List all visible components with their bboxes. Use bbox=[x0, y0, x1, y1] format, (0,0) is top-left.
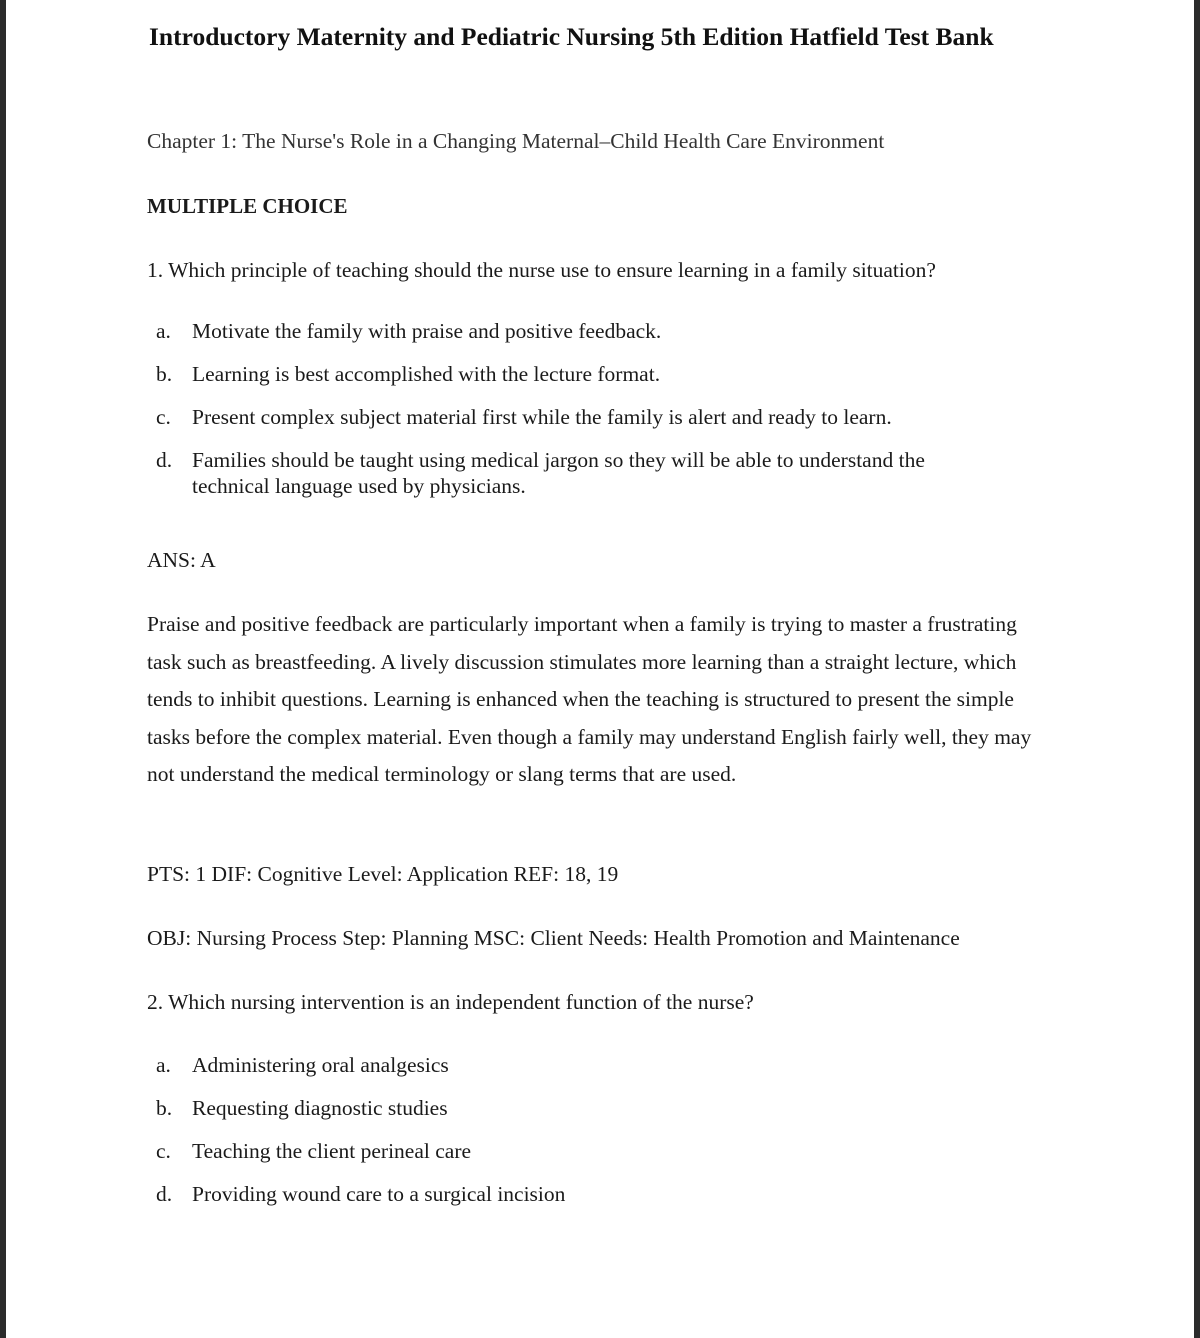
option-letter: a. bbox=[156, 1053, 171, 1077]
option-letter: b. bbox=[156, 1096, 173, 1120]
option-text: Providing wound care to a surgical incision bbox=[192, 1182, 566, 1206]
question-2-options bbox=[154, 1052, 952, 1224]
question-1-option-c bbox=[154, 404, 952, 430]
option-letter: b. bbox=[156, 362, 173, 386]
question-1-pts-line: PTS: 1 DIF: Cognitive Level: Application REF: 18, 19 bbox=[147, 862, 619, 886]
option-text: Families should be taught using medical jargon so they will be able to understand the technical language used by physicians. bbox=[192, 448, 925, 498]
section-heading: MULTIPLE CHOICE bbox=[147, 194, 348, 218]
question-2-option-d bbox=[154, 1181, 952, 1207]
option-letter: a. bbox=[156, 319, 171, 343]
question-2-text: 2. Which nursing intervention is an independent function of the nurse? bbox=[147, 990, 754, 1014]
option-letter: c. bbox=[156, 1139, 171, 1163]
option-text: Requesting diagnostic studies bbox=[192, 1096, 448, 1120]
question-1-option-a bbox=[154, 318, 952, 344]
question-2-option-b bbox=[154, 1095, 952, 1121]
option-text: Motivate the family with praise and positive feedback. bbox=[192, 319, 662, 343]
option-text: Present complex subject material first while the family is alert and ready to learn. bbox=[192, 405, 892, 429]
question-1-rationale: Praise and positive feedback are particularly important when a family is trying to master a frustrating task such as breastfeeding. A lively discussion stimulates more learning than a straight lecture, which tends to inhibit questions. Learning is enhanced when the teaching is structured to present the simple tasks before the complex material. Even though a family may understand English fairly well, they may not understand the medical terminology or slang terms that are used. bbox=[147, 612, 1032, 786]
question-1-answer: ANS: A bbox=[147, 548, 216, 572]
question-2-option-c bbox=[154, 1138, 952, 1164]
question-1-option-d bbox=[154, 447, 952, 499]
option-letter: d. bbox=[156, 448, 173, 472]
question-1-obj-line: OBJ: Nursing Process Step: Planning MSC: Client Needs: Health Promotion and Maintenance bbox=[147, 926, 960, 950]
option-text: Teaching the client perineal care bbox=[192, 1139, 472, 1163]
question-1-text: 1. Which principle of teaching should the nurse use to ensure learning in a family situation? bbox=[147, 258, 936, 282]
option-text: Learning is best accomplished with the lecture format. bbox=[192, 362, 661, 386]
question-2-option-a bbox=[154, 1052, 952, 1078]
option-letter: d. bbox=[156, 1182, 173, 1206]
question-1-options bbox=[154, 318, 952, 516]
question-1-option-b bbox=[154, 361, 952, 387]
option-text: Administering oral analgesics bbox=[192, 1053, 449, 1077]
right-dark-border bbox=[1194, 0, 1200, 1338]
option-letter: c. bbox=[156, 405, 171, 429]
document-title: Introductory Maternity and Pediatric Nursing 5th Edition Hatfield Test Bank bbox=[149, 22, 994, 51]
chapter-heading: Chapter 1: The Nurse's Role in a Changing Maternal–Child Health Care Environment bbox=[147, 129, 885, 153]
document-page bbox=[6, 0, 1194, 1338]
